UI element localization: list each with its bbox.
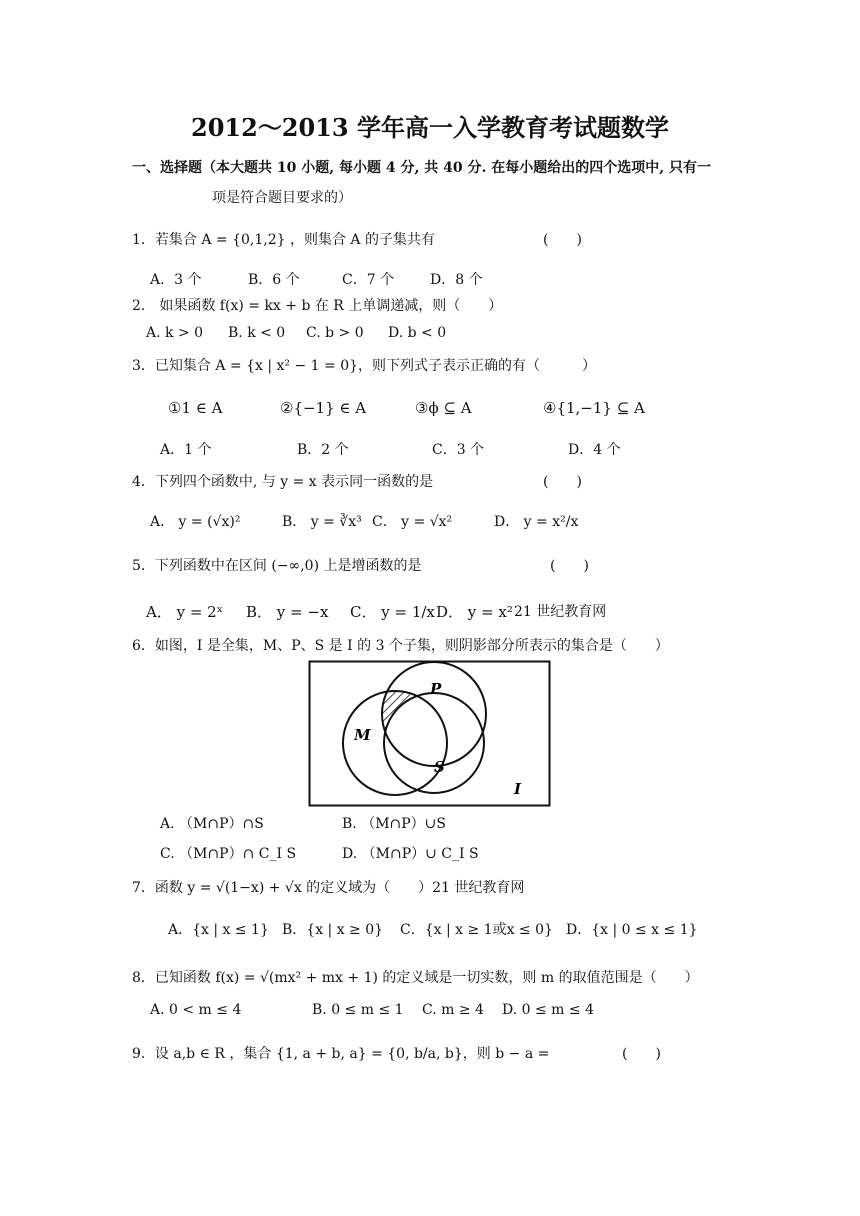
q2-option-b: B. k < 0 (228, 325, 286, 341)
q2-option-a: A. k > 0 (146, 325, 204, 341)
q4-stem: 4．下列四个函数中, 与 y = x 表示同一函数的是 (132, 474, 434, 490)
q3-stem: 3．已知集合 A = {x | x² − 1 = 0}，则下列式子表示正确的有（ ） (132, 358, 597, 374)
q3-option-d: D．4 个 (568, 442, 621, 458)
q8-stem: 8．已知函数 f(x) = √(mx² + mx + 1) 的定义域是一切实数，则 m 的取值范围是（ ） (132, 970, 699, 986)
q7-option-a: A．{x | x ≤ 1} (168, 922, 269, 938)
q3-item-3: ③ϕ ⊆ A (415, 399, 472, 417)
q8-option-c: C. m ≥ 4 (422, 1002, 484, 1018)
label-i: I (514, 780, 522, 798)
q1-option-a: A．3 个 (150, 272, 202, 288)
label-s: S (434, 758, 445, 776)
q3-item-2: ②{−1} ∈ A (280, 399, 367, 417)
q5-option-b: B． y = −x (246, 603, 329, 621)
q1-paren: ( ) (543, 232, 582, 248)
q1-option-c: C．7 个 (342, 272, 395, 288)
q6-option-c: C. （M∩P）∩ C_I S (160, 846, 297, 862)
q2-option-d: D. b < 0 (388, 325, 447, 341)
q1-option-d: D．8 个 (430, 272, 483, 288)
q6-option-b: B. （M∩P）∪S (342, 816, 446, 832)
q8-option-a: A. 0 < m ≤ 4 (150, 1002, 242, 1018)
q3-option-a: A．1 个 (160, 442, 212, 458)
label-p: P (430, 680, 442, 698)
q2-option-c: C. b > 0 (306, 325, 364, 341)
venn-diagram (308, 660, 552, 807)
page-title: 2012～2013 学年高一入学教育考试题数学 (191, 113, 669, 142)
q5-stem: 5．下列函数中在区间 (−∞,0) 上是增函数的是 (132, 558, 422, 574)
q4-option-c: C． y = √x² (372, 514, 453, 530)
q6-stem: 6．如图，I 是全集，M、P、S 是 I 的 3 个子集，则阴影部分所表示的集合是（ ） (132, 638, 669, 654)
q5-option-a: A． y = 2ˣ (146, 603, 224, 621)
q8-option-b: B. 0 ≤ m ≤ 1 (312, 1002, 404, 1018)
q9-stem: 9．设 a,b ∈ R ，集合 {1, a + b, a} = {0, b/a, b}，则 b − a = (132, 1046, 550, 1062)
q3-item-1: ①1 ∈ A (168, 399, 223, 417)
q2-stem: 2． 如果函数 f(x) = kx + b 在 R 上单调递减，则（ ） (132, 298, 503, 314)
q7-option-b: B．{x | x ≥ 0} (282, 922, 384, 938)
q7-stem: 7．函数 y = √(1−x) + √x 的定义域为（ ）21 世纪教育网 (132, 880, 525, 896)
q7-option-d: D．{x | 0 ≤ x ≤ 1} (566, 922, 698, 938)
q1-option-b: B．6 个 (248, 272, 300, 288)
q1-stem: 1．若集合 A = {0,1,2} ，则集合 A 的子集共有 (132, 232, 435, 248)
q4-paren: ( ) (543, 474, 582, 490)
q4-option-a: A． y = (√x)² (150, 514, 241, 530)
q3-option-c: C．3 个 (432, 442, 485, 458)
q9-paren: ( ) (622, 1046, 661, 1062)
q5-option-d: D． y = x² (436, 603, 513, 621)
q5-option-c: C． y = 1/x (350, 603, 435, 621)
q6-option-d: D. （M∩P）∪ C_I S (342, 846, 479, 862)
q5-note: 21 世纪教育网 (514, 604, 607, 620)
q5-paren: ( ) (550, 558, 589, 574)
q7-option-c: C．{x | x ≥ 1或x ≤ 0} (400, 922, 553, 938)
q4-option-b: B． y = ∛x³ (282, 514, 362, 530)
q4-option-d: D． y = x²/x (494, 514, 579, 530)
section-heading: 一、选择题（本大题共 10 小题, 每小题 4 分, 共 40 分. 在每小题给出的四个选项中, 只有一 (132, 160, 711, 176)
q6-option-a: A. （M∩P）∩S (160, 816, 264, 832)
q3-option-b: B．2 个 (297, 442, 349, 458)
label-m: M (354, 726, 371, 744)
q8-option-d: D. 0 ≤ m ≤ 4 (502, 1002, 594, 1018)
section-heading-cont: 项是符合题目要求的） (212, 190, 352, 206)
q3-item-4: ④{1,−1} ⊆ A (543, 399, 645, 417)
